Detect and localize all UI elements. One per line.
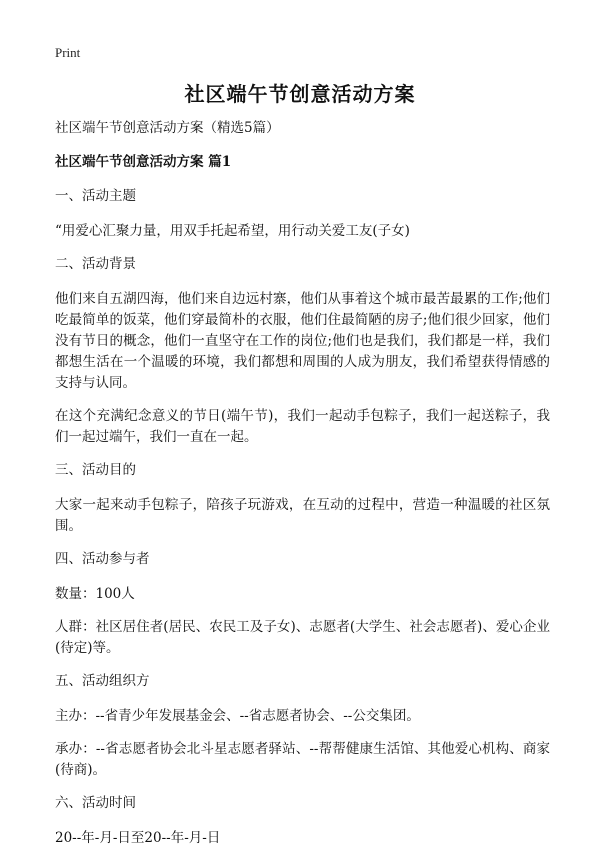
- organizer-host: 主办：--省青少年发展基金会、--省志愿者协会、--公交集团。: [55, 708, 420, 724]
- section-heading-background: 二、活动背景: [55, 256, 136, 272]
- participants-count: 数量：100人: [55, 586, 135, 602]
- print-label: Print: [55, 45, 81, 60]
- purpose-text: 大家一起来动手包粽子，陪孩子玩游戏，在互动的过程中，营造一种温暖的社区氛围。: [55, 497, 550, 534]
- section-heading-time: 六、活动时间: [55, 795, 136, 811]
- section-heading-theme: 一、活动主题: [55, 188, 136, 204]
- organizer-undertake: 承办：--省志愿者协会北斗星志愿者驿站、--帮帮健康生活馆、其他爱心机构、商家(待商)。: [55, 741, 550, 778]
- participants-people: 人群：社区居住者(居民、农民工及子女)、志愿者(大学生、社会志愿者)、爱心企业(待定)等。: [55, 619, 550, 656]
- document-subtitle: 社区端午节创意活动方案（精选5篇）: [55, 120, 280, 136]
- page-title: 社区端午节创意活动方案: [184, 82, 416, 106]
- background-paragraph-2: 在这个充满纪念意义的节日(端午节)，我们一起动手包粽子，我们一起送粽子，我们一起过端午，我们一直在一起。: [55, 408, 550, 445]
- theme-text: “用爱心汇聚力量，用双手托起希望，用行动关爱工友(子女): [55, 223, 410, 239]
- document-body: [55, 118, 550, 861]
- background-paragraph-1: 他们来自五湖四海，他们来自边远村寨，他们从事着这个城市最苦最累的工作;他们吃最简单的饭菜，他们穿最简朴的衣服，他们住最简陋的房子;他们很少回家，他们没有节日的概念，他们一直坚守在工作的岗位;他们也是我们，我们都是一样，我们都想生活在一个温暖的环境，我们都想和周围的人成为朋友，我们希望获得情感的支持与认同。: [55, 291, 550, 391]
- time-text: 20--年-月-日至20--年-月-日: [55, 830, 221, 846]
- section-heading-organizer: 五、活动组织方: [55, 673, 150, 689]
- part-heading: 社区端午节创意活动方案 篇1: [55, 154, 232, 170]
- section-heading-participants: 四、活动参与者: [55, 551, 150, 567]
- section-heading-purpose: 三、活动目的: [55, 462, 136, 478]
